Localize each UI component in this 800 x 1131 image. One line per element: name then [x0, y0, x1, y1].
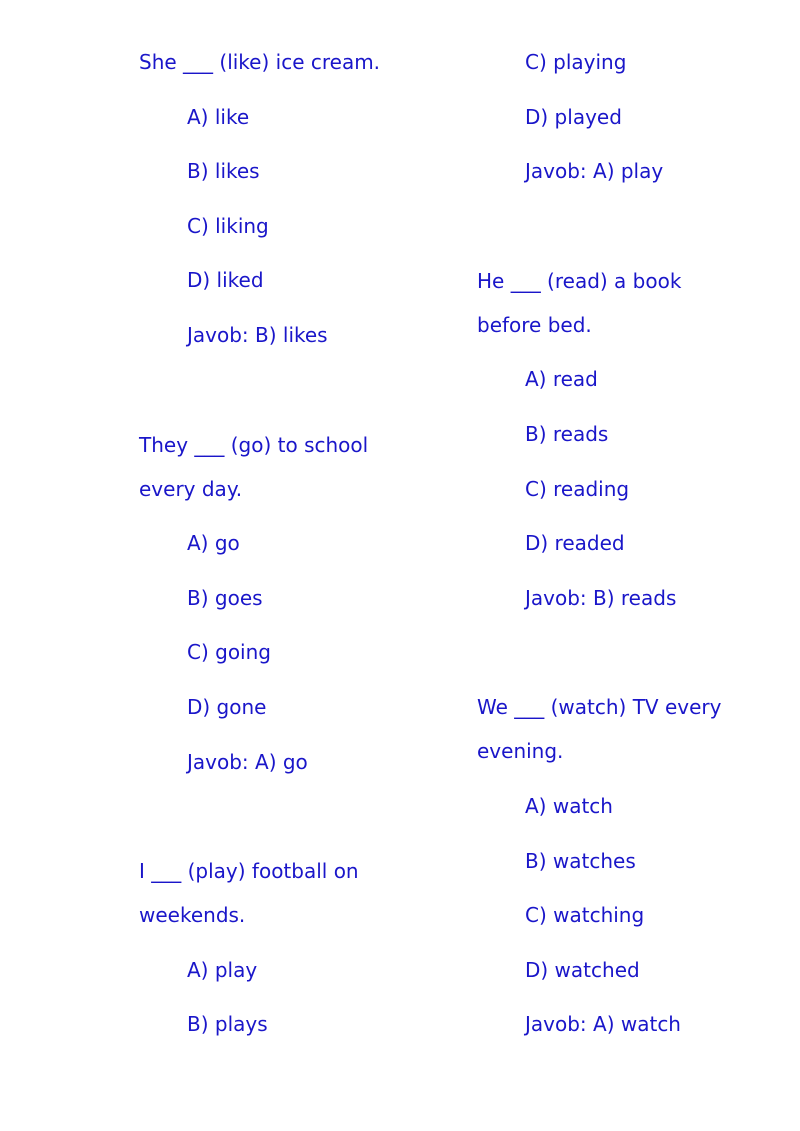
question-text: We ___ (watch) TV every [477, 695, 722, 720]
option-b: B) goes [187, 585, 263, 610]
answer: Javob: B) likes [187, 322, 328, 347]
answer: Javob: A) play [525, 159, 664, 184]
option-c: C) liking [187, 213, 269, 238]
question-text-continued: every day. [139, 476, 243, 501]
option-a: A) read [525, 367, 598, 392]
option-a: A) watch [525, 793, 613, 818]
question-text: I ___ (play) football on [139, 859, 359, 884]
answer: Javob: A) watch [525, 1012, 681, 1037]
option-b: B) watches [525, 848, 636, 873]
option-d: D) played [525, 104, 622, 129]
question-text: She ___ (like) ice cream. [139, 50, 381, 74]
option-d: D) readed [525, 531, 625, 556]
option-d: D) gone [187, 694, 267, 719]
option-d: D) liked [187, 268, 264, 293]
question-text-continued: before bed. [477, 312, 592, 337]
question-1 [139, 44, 439, 372]
answer: Javob: B) reads [525, 585, 677, 610]
right-column [477, 44, 777, 1061]
option-a: A) play [187, 957, 258, 982]
option-a: A) go [187, 531, 240, 556]
option-c: C) watching [525, 903, 645, 928]
left-column [139, 44, 439, 1061]
answer: Javob: A) go [187, 749, 308, 774]
option-b: B) plays [187, 1012, 268, 1037]
question-text-continued: evening. [477, 739, 564, 764]
option-c: C) going [187, 640, 271, 665]
question-text: They ___ (go) to school [139, 432, 369, 457]
question-2 [139, 427, 439, 799]
question-3 [139, 853, 439, 1061]
question-text-continued: weekends. [139, 903, 246, 928]
option-b: B) likes [187, 159, 260, 184]
question-4 [477, 263, 777, 635]
option-d: D) watched [525, 957, 640, 982]
question-text: He ___ (read) a book [477, 268, 682, 293]
option-a: A) like [187, 104, 250, 129]
option-c: C) reading [525, 476, 630, 501]
option-c: C) playing [525, 50, 627, 74]
question-3-continued [477, 44, 777, 208]
question-5 [477, 689, 777, 1061]
option-b: B) reads [525, 421, 609, 446]
